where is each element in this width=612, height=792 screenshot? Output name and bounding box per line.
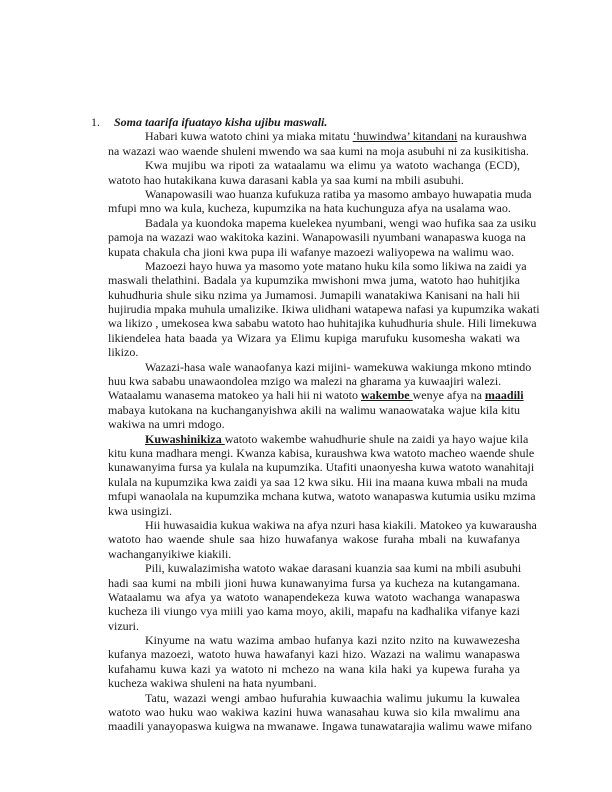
text-line: [108, 489, 536, 504]
text-line: [108, 590, 520, 604]
text-line: [108, 647, 520, 661]
question-number: 1.: [91, 115, 100, 129]
emphasized-text: ‘huwindwa’ kitandani: [352, 129, 458, 144]
text-segment: wenye afya na: [412, 388, 485, 403]
text-line: [108, 604, 520, 618]
text-segment: kuhudhuria shule siku nzima ya Jumamosi. Jumapili wanatakiwa Kanisani na hali hii: [108, 287, 520, 302]
text-line: [108, 460, 535, 475]
text-line: [108, 662, 520, 676]
text-line: [108, 576, 520, 590]
paragraph: [108, 517, 537, 561]
text-segment: kupata chakula cha jioni kwa pupa ili wafanye mazoezi waliyopewa na walimu wao.: [108, 244, 515, 259]
text-line: [108, 158, 520, 172]
text-line: [108, 331, 520, 345]
text-segment: Wazazi-hasa wale wanaofanya kazi mijini- wamekuwa wakiunga mkono mtindo: [145, 359, 532, 374]
text-line: [108, 633, 520, 647]
text-segment: wachanganyikiwe kiakili.: [108, 546, 232, 561]
text-segment: kucheza wakiwa shuleni na hata nyumbani.: [108, 676, 317, 691]
text-line: [108, 345, 520, 359]
text-line: [108, 302, 540, 317]
text-segment: mabaya kutokana na kuchanganyishwa akili na walimu wanaowataka wajue kila kitu: [108, 402, 520, 417]
text-line: [108, 705, 520, 719]
text-line: [108, 245, 520, 259]
text-segment: kulala na kupumzika kwa zaidi ya saa 12 kwa siku. Hii ina maana kuwa mbali na muda: [108, 474, 528, 489]
text-line: [108, 359, 532, 374]
paragraph: [108, 690, 532, 734]
text-line: [108, 431, 529, 446]
text-segment: Badala ya kuondoka mapema kuelekea nyumbani, wengi wao hufika saa za usiku: [145, 215, 537, 230]
text-segment: kunawanyima fursa ya kulala na kupumzika. Utafiti unaonyesha kuwa watoto wanahitaji: [108, 460, 535, 475]
text-line: [108, 445, 535, 460]
text-segment: Tatu, wazazi wengi ambao hufurahia kuwaachia walimu jukumu la kuwalea: [145, 690, 520, 705]
text-segment: kufanya mazoezi, watoto huwa hawafanyi kazi hizo. Wazazi na walimu wanapaswa: [108, 647, 520, 662]
text-line: [108, 201, 520, 215]
text-segment: maswali thelathini. Badala ya kupumzika mwishoni mwa juma, watoto hao huhitjika: [108, 273, 520, 288]
text-segment: Pili, kuwalazimisha watoto wakae darasani kuanzia saa kumi na mbili asubuhi: [145, 561, 522, 576]
text-line: [108, 561, 520, 575]
text-segment: mfupi wanaolala na kupumzika mchana kutwa, watoto wanapaswa kutumia usiku mzima: [108, 489, 536, 504]
text-line: [108, 258, 527, 273]
paragraph: [108, 359, 532, 389]
text-line: [108, 547, 520, 561]
passage: [108, 129, 540, 734]
text-segment: likizo.: [108, 345, 139, 360]
text-segment: wakiwa na umri mdogo.: [108, 417, 225, 432]
text-line: [108, 417, 520, 431]
text-segment: kwa usingizi.: [108, 503, 172, 518]
text-line: [108, 143, 529, 158]
text-line: [108, 186, 532, 201]
text-segment: huu kwa sababu unawaondolea mzigo wa malezi na gharama ya kuwaajiri walezi.: [108, 374, 502, 389]
text-segment: watoto hao waende shule saa hizo huwafanya wakose furaha mbali na kuwafanya: [108, 532, 520, 547]
paragraph: [108, 388, 524, 432]
document-page: [91, 115, 540, 734]
text-segment: Wataalamu wa afya ya watoto wanapendekeza kuwa watoto wachanga wanapaswa: [108, 589, 520, 604]
text-segment: hujirudia mpaka muhula umalizike. Ikiwa ulidhani watapewa nafasi ya kupumzika wakati: [108, 302, 540, 317]
text-segment: Hii huwasaidia kukua wakiwa na afya nzuri hasa kiakili. Matokeo ya kuwarausha: [145, 517, 537, 532]
question-heading: [91, 115, 520, 129]
paragraph: [108, 561, 520, 633]
text-line: [108, 619, 520, 633]
text-line: [108, 215, 537, 230]
question-title: Soma taarifa ifuatayo kisha ujibu maswali.: [114, 115, 328, 129]
text-segment: kucheza ili viungo vya miili yao kama moyo, akili, mapafu na kadhalika vifanye kazi: [108, 604, 520, 619]
emphasized-text: Kuwashinikiza: [145, 431, 225, 446]
text-segment: maadili yanayopaswa kuigwa na mwanawe. Ingawa tunawatarajia walimu wawe mifano: [108, 719, 532, 734]
paragraph: [108, 186, 532, 216]
paragraph: [108, 158, 520, 187]
text-segment: na wazazi wao waende shuleni mwendo wa saa kumi na moja asubuhi ni za kusikitisha.: [108, 143, 529, 158]
text-line: [108, 388, 524, 403]
text-segment: pamoja na wazazi wao wakitoka kazini. Wanapowasili nyumbani wanapaswa kuoga na: [108, 230, 526, 245]
paragraph: [108, 258, 540, 360]
text-line: [108, 517, 537, 532]
text-segment: likiendelea hata baada ya Wizara ya Elimu kupiga marufuku kusomesha wakati wa: [108, 330, 520, 345]
text-segment: kufahamu kuwa kazi ya watoto ni mchezo na wana kila haki ya kupewa furaha ya: [108, 661, 520, 676]
text-line: [108, 230, 526, 245]
text-segment: watoto wao huku wao wakiwa kazini huwa wanasahau kuwa sio kila mwalimu ana: [108, 705, 520, 720]
text-segment: hadi saa kumi na mbili jioni huwa kunawanyima fursa ya kucheza na kutangamana.: [108, 575, 520, 590]
text-line: [108, 719, 532, 734]
paragraph: [108, 431, 536, 518]
text-line: [108, 316, 537, 331]
text-segment: wa likizo , umekosea kwa sababu watoto hao huhitajika kuhudhuria shule. Hili limekuwa: [108, 316, 537, 331]
text-line: [108, 691, 520, 705]
text-segment: Kwa mujibu wa ripoti za wataalamu wa elimu ya watoto wachanga (ECD),: [145, 158, 520, 173]
emphasized-text: maadili: [484, 388, 524, 403]
text-line: [108, 273, 520, 287]
emphasized-text: wakembe: [360, 388, 413, 403]
text-line: [108, 532, 520, 546]
text-segment: watoto hao hutakikana kuwa darasani kabla ya saa kumi na mbili asubuhi.: [108, 172, 464, 187]
text-line: [108, 504, 520, 518]
text-segment: Mazoezi hayo huwa ya masomo yote matano huku kila somo likiwa na zaidi ya: [145, 258, 527, 273]
text-segment: vizuri.: [108, 618, 139, 633]
paragraph: [108, 633, 520, 691]
text-segment: Kinyume na watu wazima ambao hufanya kazi nzito nzito na kuwawezesha: [145, 633, 520, 648]
text-segment: kitu kuna madhara mengi. Kwanza kabisa, kuraushwa kwa watoto macheo waende shule: [108, 445, 535, 460]
text-line: [108, 676, 520, 690]
paragraph: [108, 129, 529, 158]
text-segment: watoto wakembe wahudhurie shule na zaidi ya hayo wajue kila: [224, 431, 529, 446]
text-segment: na kuraushwa: [457, 129, 527, 144]
text-segment: mfupi mno wa kula, kucheza, kupumzika na hata kuchunguza afya na usalama wao.: [108, 201, 511, 216]
text-line: [108, 474, 528, 489]
text-line: [108, 173, 520, 187]
text-segment: Habari kuwa watoto chini ya miaka mitatu: [145, 129, 353, 144]
text-line: [108, 374, 520, 388]
text-segment: Wataalamu wanasema matokeo ya hali hii ni watoto: [108, 388, 361, 403]
text-segment: Wanapowasili wao huanza kufukuza ratiba ya masomo ambayo huwapatia muda: [145, 186, 532, 201]
text-line: [108, 288, 520, 302]
paragraph: [108, 215, 537, 259]
text-line: [108, 403, 520, 417]
text-line: [108, 129, 527, 144]
